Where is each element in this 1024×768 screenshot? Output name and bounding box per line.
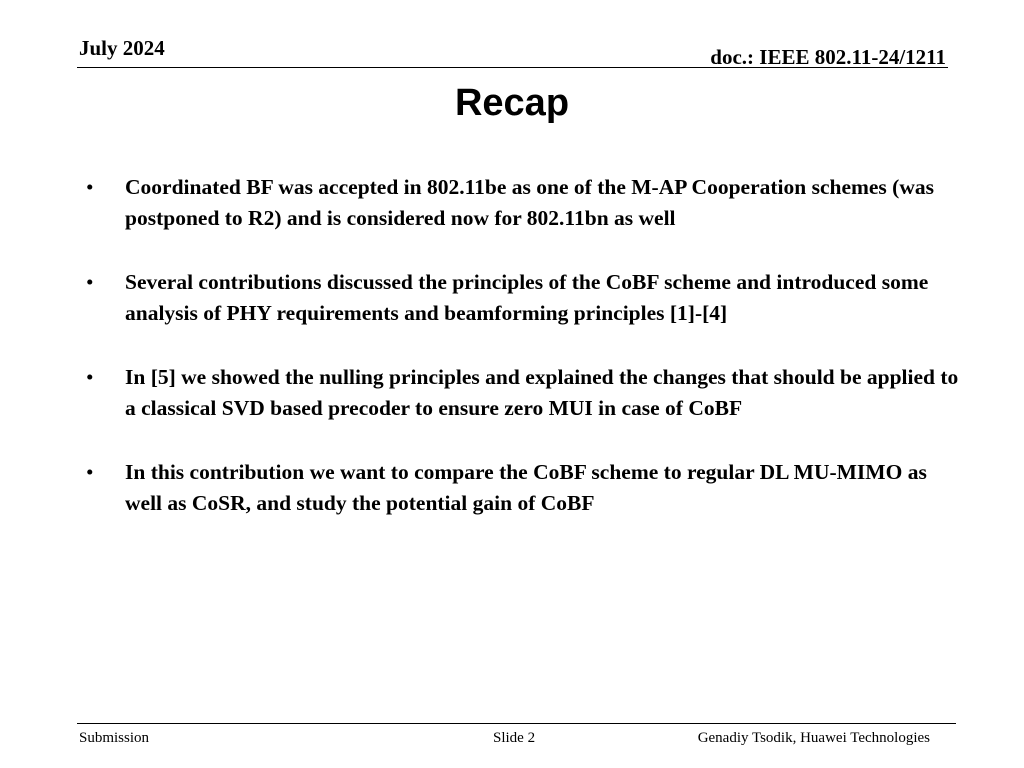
bullet-item bbox=[84, 172, 964, 234]
bullet-text: In [5] we showed the nulling principles and explained the changes that should be applied to a classical SVD based precoder to ensure zero MUI in case of CoBF bbox=[125, 365, 959, 420]
bullet-item bbox=[84, 362, 964, 424]
bullet-item bbox=[84, 267, 964, 329]
bullet-icon: • bbox=[86, 270, 94, 294]
bullet-text: Coordinated BF was accepted in 802.11be as one of the M-AP Cooperation schemes (was postponed to R2) and is considered now for 802.11bn as well bbox=[125, 175, 934, 230]
header-date: July 2024 bbox=[79, 36, 165, 60]
slide-title: Recap bbox=[454, 82, 570, 124]
header-divider bbox=[77, 67, 948, 68]
bullet-list bbox=[84, 172, 964, 552]
footer-slide-number: Slide 2 bbox=[493, 730, 536, 746]
bullet-icon: • bbox=[86, 175, 94, 199]
footer-author: Genadiy Tsodik, Huawei Technologies bbox=[697, 730, 930, 746]
bullet-icon: • bbox=[86, 365, 94, 389]
bullet-icon: • bbox=[86, 460, 94, 484]
footer-submission: Submission bbox=[79, 730, 150, 746]
footer-divider bbox=[77, 723, 956, 724]
bullet-item bbox=[84, 457, 964, 519]
header-doc-number: doc.: IEEE 802.11-24/1211 bbox=[710, 45, 946, 69]
bullet-text: Several contributions discussed the principles of the CoBF scheme and introduced some analysis of PHY requirements and beamforming principles [1]-[4] bbox=[125, 270, 929, 325]
bullet-text: In this contribution we want to compare the CoBF scheme to regular DL MU-MIMO as well as CoSR, and study the potential gain of CoBF bbox=[125, 460, 927, 515]
